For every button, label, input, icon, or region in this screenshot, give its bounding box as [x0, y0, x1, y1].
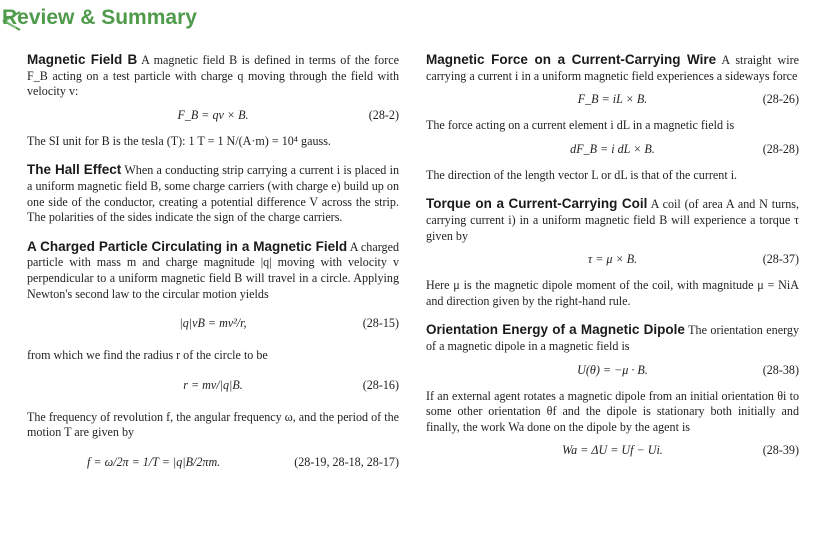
magnetic-field-body: A magnetic field B is defined in terms of the force F_B acting on a test particle with charge q moving through the field with velocity v: — [27, 53, 399, 99]
circulating-particle-section — [27, 239, 399, 485]
current-element-text: The force acting on a current element i dL in a magnetic field is — [426, 118, 735, 133]
left-column — [27, 52, 399, 498]
section-title: Review & Summary — [2, 6, 197, 29]
wire-force-heading: Magnetic Force on a Current-Carrying Wire — [426, 52, 717, 67]
equation-formula: τ = μ × B. — [587, 252, 638, 267]
si-unit-text: The SI unit for B is the tesla (T): 1 T = 1 N/(A·m) = 10⁴ gauss. — [27, 133, 331, 148]
dipole-moment-text: Here μ is the magnetic dipole moment of the coil, with magnitude μ = NiA and direction given by the right-hand rule. — [426, 278, 799, 308]
torque-heading: Torque on a Current-Carrying Coil — [426, 196, 648, 212]
equation-28-26 — [426, 86, 799, 116]
torque-section — [426, 196, 799, 309]
orientation-energy-body: The orientation energy of a magnetic dipole in a magnetic field is — [426, 323, 799, 353]
wire-force-paragraph — [426, 52, 799, 84]
torque-paragraph — [426, 196, 799, 244]
wire-force-body: A straight wire carrying a current i in a uniform magnetic field experiences a sideways force — [426, 53, 799, 83]
equation-formula: F_B = qv × B. — [177, 107, 249, 122]
equation-28-19 — [27, 443, 399, 485]
equation-number: (28-15) — [362, 316, 399, 331]
equation-28-38 — [426, 357, 799, 387]
orientation-energy-paragraph — [426, 322, 799, 354]
circulating-particle-paragraph — [27, 239, 399, 302]
magnetic-field-paragraph — [27, 52, 399, 100]
equation-28-39 — [426, 437, 799, 467]
equation-28-16 — [27, 366, 399, 408]
equation-formula: |q|vB = mv²/r, — [179, 316, 247, 331]
equation-number: (28-16) — [362, 377, 399, 392]
equation-28-15 — [27, 304, 399, 346]
circulating-particle-heading: A Charged Particle Circulating in a Magnetic Field — [27, 238, 348, 254]
equation-number: (28-38) — [762, 362, 799, 377]
magnetic-field-section — [27, 52, 399, 149]
equation-number: (28-39) — [762, 443, 799, 458]
equation-28-37 — [426, 246, 799, 276]
equation-formula: F_B = iL × B. — [577, 92, 648, 107]
equation-formula: Wa = ΔU = Uf − Ui. — [562, 443, 663, 458]
hall-effect-paragraph — [27, 162, 399, 225]
equation-number: (28-37) — [762, 252, 799, 267]
orientation-energy-section — [426, 322, 799, 467]
wire-force-section — [426, 52, 799, 183]
work-text: If an external agent rotates a magnetic dipole from an initial orientation θi to some other orientation θf and the dipole is stationary both initially and finally, the work Wa done on the dipole by the agent is — [426, 388, 799, 434]
equation-number: (28-2) — [368, 107, 399, 122]
orientation-energy-heading: Orientation Energy of a Magnetic Dipole — [426, 322, 685, 338]
torque-body: A coil (of area A and N turns, carrying current i) in a uniform magnetic field B will experience a torque τ given by — [426, 197, 800, 243]
right-column — [426, 52, 799, 480]
equation-number: (28-19, 28-18, 28-17) — [294, 454, 399, 469]
frequency-text: The frequency of revolution f, the angular frequency ω, and the period of the motion T are given by — [27, 409, 399, 440]
equation-number: (28-28) — [762, 141, 799, 156]
hall-effect-body: When a conducting strip carrying a current i is placed in a uniform magnetic field B, some charge carriers (with charge e) build up on one side of the conductor, creating a potential difference V across the strip. The polarities of the sides indicate the sign of the charge carriers. — [27, 163, 399, 225]
length-vector-text: The direction of the length vector L or dL is that of the current i. — [426, 167, 738, 182]
equation-number: (28-26) — [762, 92, 799, 107]
circulating-particle-body: A charged particle with mass m and charge magnitude |q| moving with velocity v perpendicular to a uniform magnetic field B will travel in a circle. Applying Newton's second law to the circular motion yields — [27, 239, 399, 301]
equation-formula: dF_B = i dL × B. — [570, 141, 655, 156]
hall-effect-heading: The Hall Effect — [27, 162, 122, 178]
equation-formula: f = ω/2π = 1/T = |q|B/2πm. — [87, 454, 221, 469]
radius-text: from which we find the radius r of the circle to be — [27, 348, 268, 363]
equation-28-2 — [27, 102, 399, 132]
magnetic-field-heading: Magnetic Field B — [27, 52, 138, 67]
hall-effect-section — [27, 162, 399, 225]
equation-formula: r = mv/|q|B. — [183, 377, 243, 392]
equation-28-28 — [426, 136, 799, 166]
equation-formula: U(θ) = −μ · B. — [577, 362, 648, 377]
